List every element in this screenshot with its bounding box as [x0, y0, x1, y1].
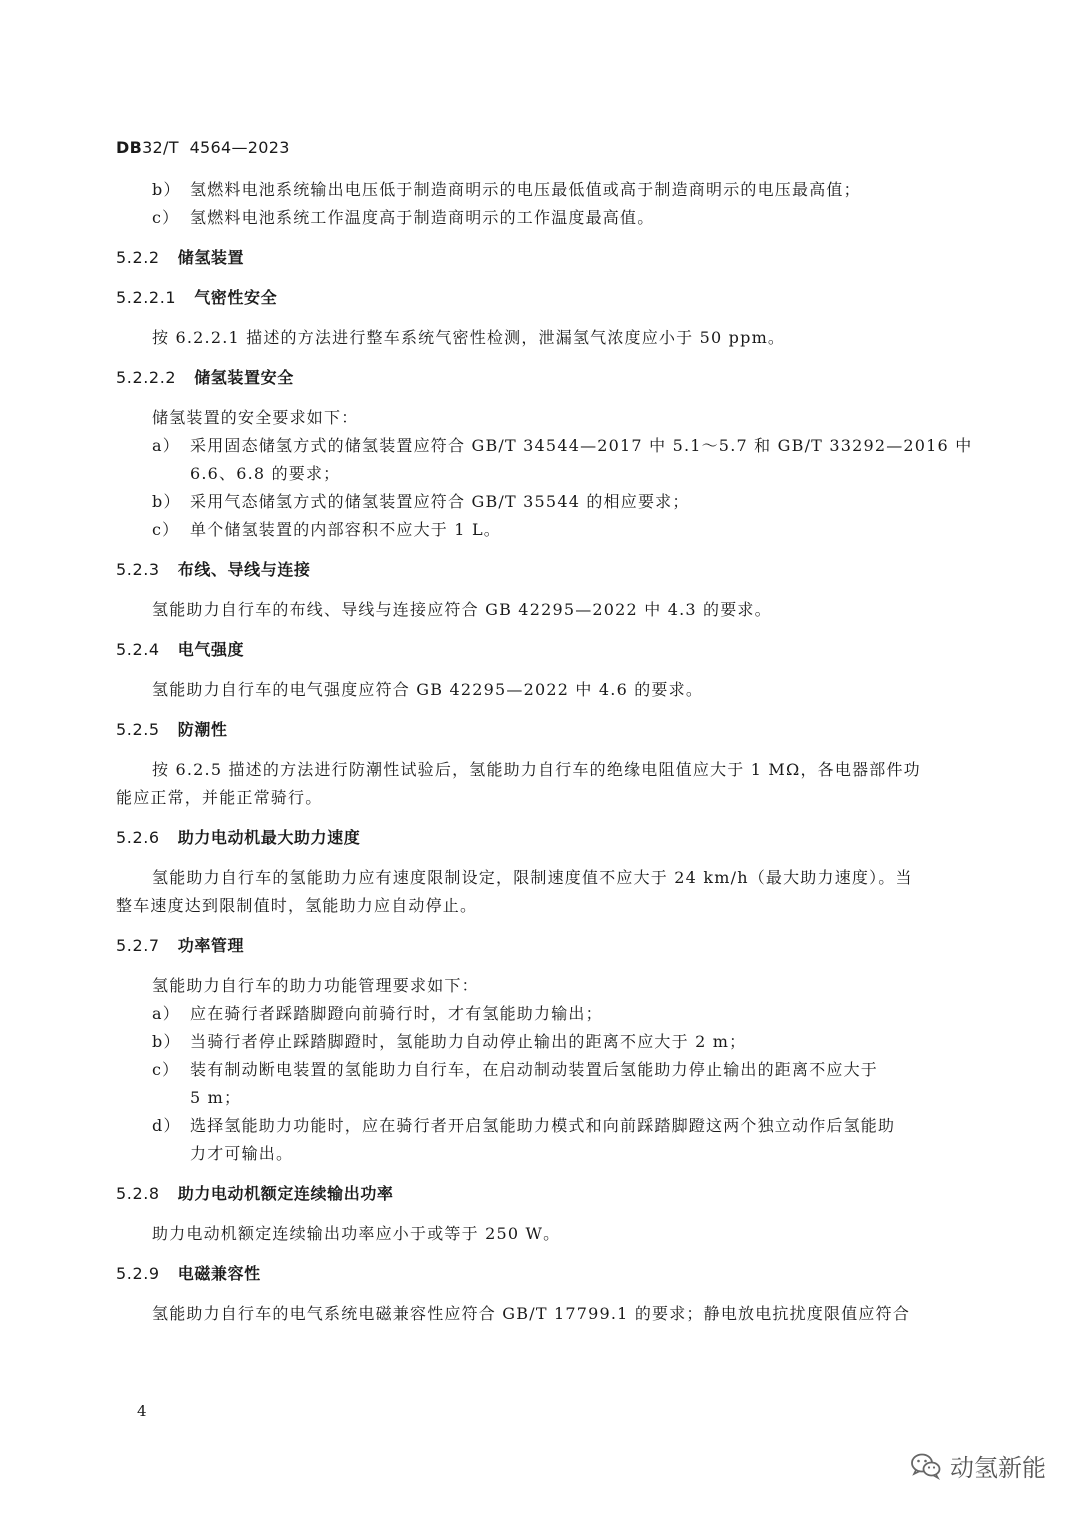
list-marker: b）: [152, 180, 181, 199]
section-title: 气密性安全: [194, 288, 278, 307]
list-item: [116, 1028, 946, 1056]
section-heading: [116, 284, 946, 312]
paragraph: 氢能助力自行车的氢能助力应有速度限制设定，限制速度值不应大于 24 km/h（最大助力速度）。当: [152, 868, 913, 887]
list-item-text: 采用气态储氢方式的储氢装置应符合 GB/T 35544 的相应要求；: [190, 492, 690, 511]
section-number: 5.2.5: [116, 720, 160, 739]
paragraph: 氢能助力自行车的助力功能管理要求如下：: [152, 976, 479, 995]
paragraph: 按 6.2.2.1 描述的方法进行整车系统气密性检测，泄漏氢气浓度应小于 50 ppm。: [152, 328, 786, 347]
section-title: 助力电动机最大助力速度: [177, 828, 361, 847]
paragraph: 储氢装置的安全要求如下：: [152, 408, 359, 427]
section-heading: [116, 556, 946, 584]
section-title: 储氢装置: [177, 248, 245, 267]
list-item-text: 装有制动断电装置的氢能助力自行车，在启动制动装置后氢能助力停止输出的距离不应大于: [190, 1060, 879, 1079]
section-number: 5.2.2: [116, 248, 160, 267]
document-code-number: 32/T 4564—2023: [142, 138, 290, 157]
section-number: 5.2.4: [116, 640, 160, 659]
list-marker: a）: [152, 1004, 180, 1023]
list-marker: c）: [152, 520, 180, 539]
section-number: 5.2.8: [116, 1184, 160, 1203]
section-number: 5.2.9: [116, 1264, 160, 1283]
section-title: 电磁兼容性: [177, 1264, 261, 1283]
list-item-continuation: 力才可输出。: [190, 1144, 294, 1163]
section-number: 5.2.2.1: [116, 288, 177, 307]
watermark: [910, 1448, 1046, 1483]
wechat-icon: [910, 1452, 942, 1480]
section-number: 5.2.2.2: [116, 368, 177, 387]
paragraph: 氢能助力自行车的布线、导线与连接应符合 GB 42295—2022 中 4.3 的要求。: [152, 600, 772, 619]
section-heading: [116, 824, 946, 852]
section-number: 5.2.6: [116, 828, 160, 847]
paragraph: 氢能助力自行车的电气系统电磁兼容性应符合 GB/T 17799.1 的要求；静电放电抗扰度限值应符合: [152, 1304, 911, 1323]
list-item-text: 应在骑行者踩踏脚蹬向前骑行时，才有氢能助力输出；: [190, 1004, 603, 1023]
list-item: [116, 1000, 946, 1028]
section-title: 布线、导线与连接: [177, 560, 311, 579]
list-item-text: 单个储氢装置的内部容积不应大于 1 L。: [190, 520, 501, 539]
section-title: 电气强度: [177, 640, 245, 659]
document-code: [116, 138, 290, 157]
section-heading: [116, 1180, 946, 1208]
list-item-text: 选择氢能助力功能时，应在骑行者开启氢能助力模式和向前踩踏脚蹬这两个独立动作后氢能助: [190, 1116, 896, 1135]
list-marker: b）: [152, 492, 181, 511]
list-item: [116, 1056, 946, 1084]
list-item: [116, 516, 946, 544]
section-heading: [116, 636, 946, 664]
page-number: 4: [137, 1402, 147, 1420]
list-item-continuation: 5 m；: [190, 1088, 242, 1107]
section-title: 助力电动机额定连续输出功率: [177, 1184, 394, 1203]
section-heading: [116, 244, 946, 272]
list-item: [116, 176, 946, 204]
list-item-text: 氢燃料电池系统输出电压低于制造商明示的电压最低值或高于制造商明示的电压最高值；: [190, 180, 861, 199]
list-item: [116, 204, 946, 232]
list-marker: d）: [152, 1116, 181, 1135]
watermark-text: 动氢新能: [950, 1454, 1046, 1482]
list-item: [116, 432, 973, 460]
list-item-text: 采用固态储氢方式的储氢装置应符合 GB/T 34544—2017 中 5.1～5.7 和 GB/T 33292—2016 中: [190, 436, 973, 455]
paragraph: 助力电动机额定连续输出功率应小于或等于 250 W。: [152, 1224, 561, 1243]
list-marker: c）: [152, 208, 180, 227]
section-title: 功率管理: [177, 936, 245, 955]
section-heading: [116, 1260, 946, 1288]
list-item-text: 当骑行者停止踩踏脚蹬时，氢能助力自动停止输出的距离不应大于 2 m；: [190, 1032, 747, 1051]
list-marker: c）: [152, 1060, 180, 1079]
section-heading: [116, 364, 946, 392]
document-body: [116, 176, 973, 1328]
list-item-text: 氢燃料电池系统工作温度高于制造商明示的工作温度最高值。: [190, 208, 655, 227]
section-title: 储氢装置安全: [194, 368, 294, 387]
list-item: [116, 488, 946, 516]
section-heading: [116, 932, 946, 960]
list-item: [116, 1112, 946, 1140]
paragraph-continuation: 整车速度达到限制值时，氢能助力应自动停止。: [116, 896, 478, 915]
document-code-prefix: DB: [116, 138, 143, 157]
section-heading: [116, 716, 946, 744]
paragraph-continuation: 能应正常，并能正常骑行。: [116, 788, 323, 807]
paragraph: 氢能助力自行车的电气强度应符合 GB 42295—2022 中 4.6 的要求。: [152, 680, 704, 699]
section-number: 5.2.3: [116, 560, 160, 579]
list-marker: b）: [152, 1032, 181, 1051]
paragraph: 按 6.2.5 描述的方法进行防潮性试验后，氢能助力自行车的绝缘电阻值应大于 1 MΩ，各电器部件功: [152, 760, 921, 779]
list-item-continuation: 6.6、6.8 的要求；: [190, 464, 341, 483]
section-title: 防潮性: [177, 720, 228, 739]
section-number: 5.2.7: [116, 936, 160, 955]
list-marker: a）: [152, 436, 180, 455]
